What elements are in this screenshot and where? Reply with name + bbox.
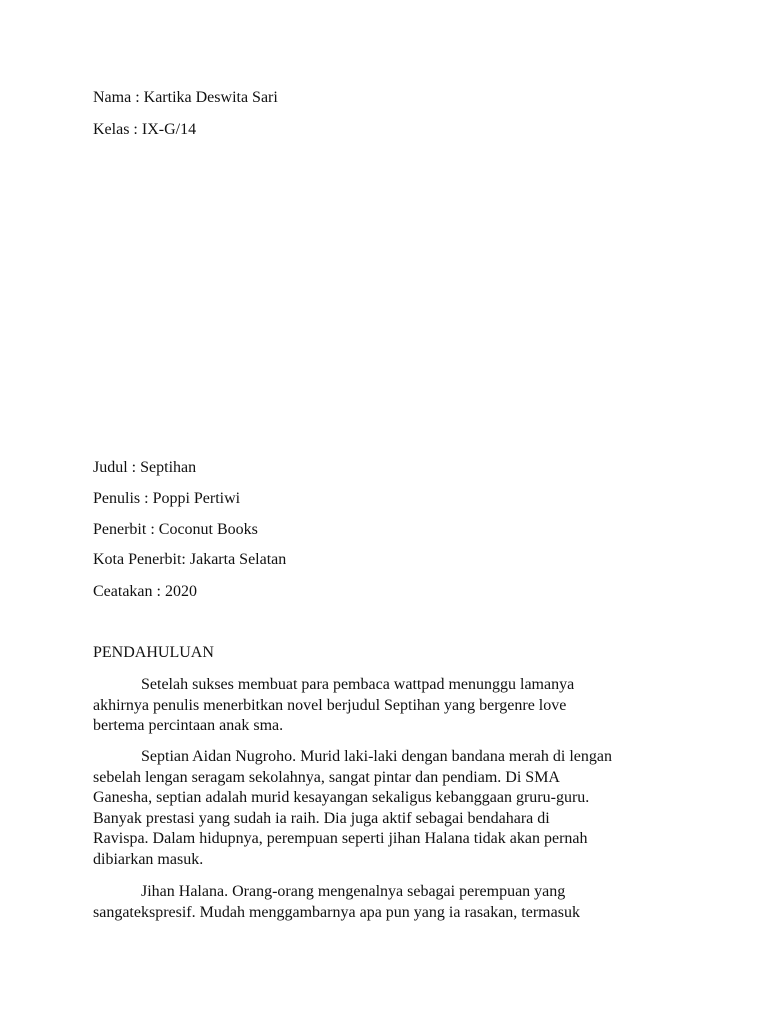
paragraph-line: Jihan Halana. Orang-orang mengenalnya sebagai perempuan yang xyxy=(141,883,566,900)
paragraph-line: Banyak prestasi yang sudah ia raih. Dia juga aktif sebagai bendahara di xyxy=(93,809,550,827)
student-name: Nama : Kartika Deswita Sari xyxy=(93,89,278,106)
student-class: Kelas : IX-G/14 xyxy=(93,121,197,138)
paragraph-line: Setelah sukses membuat para pembaca wattpad menunggu lamanya xyxy=(141,676,575,693)
book-edition: Ceatakan : 2020 xyxy=(93,583,197,600)
book-author: Penulis : Poppi Pertiwi xyxy=(93,490,241,507)
paragraph-1 xyxy=(93,675,683,737)
paragraph-line: bertema percintaan anak sma. xyxy=(93,717,284,734)
book-publisher-city: Kota Penerbit: Jakarta Selatan xyxy=(93,551,287,568)
book-publisher: Penerbit : Coconut Books xyxy=(93,521,258,538)
paragraph-3 xyxy=(93,882,683,923)
book-title: Judul : Septihan xyxy=(93,459,197,476)
paragraph-line: dibiarkan masuk. xyxy=(93,850,204,868)
paragraph-line: Ganesha, septian adalah murid kesayangan sekaligus kebanggaan gruru-guru. xyxy=(93,789,590,806)
paragraph-line: sebelah lengan seragam sekolahnya, sangat pintar dan pendiam. Di SMA xyxy=(93,768,560,786)
paragraph-line: Ravispa. Dalam hidupnya, perempuan seperti jihan Halana tidak akan pernah xyxy=(93,830,588,847)
paragraph-line: sangatekspresif. Mudah menggambarnya apa pun yang ia rasakan, termasuk xyxy=(93,903,580,921)
paragraph-line: Septian Aidan Nugroho. Murid laki-laki dengan bandana merah di lengan xyxy=(141,748,612,765)
section-heading: PENDAHULUAN xyxy=(93,644,214,661)
paragraph-line: akhirnya penulis menerbitkan novel berjudul Septihan yang bergenre love xyxy=(93,696,567,714)
paragraph-2 xyxy=(93,747,683,870)
